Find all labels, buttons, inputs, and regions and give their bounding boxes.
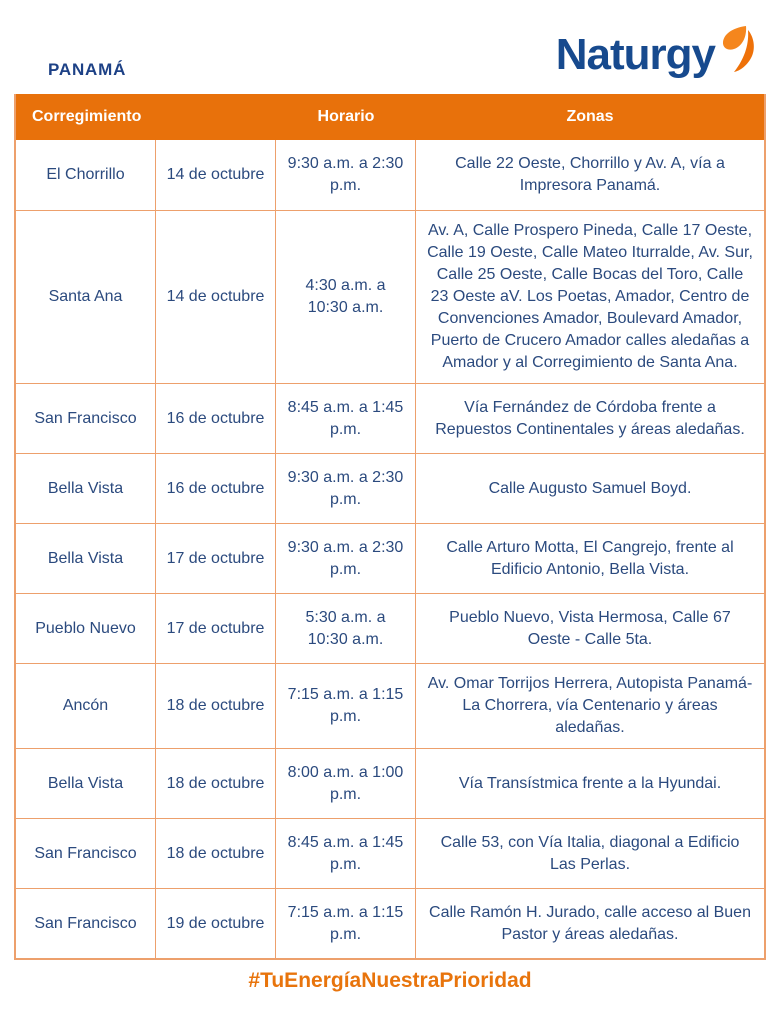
cell-fecha: 16 de octubre (156, 384, 276, 453)
column-header-corregimiento: Corregimiento (32, 108, 142, 125)
cell-fecha: 18 de octubre (156, 749, 276, 818)
cell-zonas: Av. Omar Torrijos Herrera, Autopista Panamá-La Chorrera, vía Centenario y áreas aledañas. (427, 675, 753, 736)
hashtag-slogan: #TuEnergíaNuestraPrioridad (248, 969, 532, 992)
cell-corregimiento: Santa Ana (16, 211, 156, 383)
table-row (16, 748, 764, 818)
cell-horario: 9:30 a.m. a 2:30 p.m. (276, 454, 416, 523)
table-row (16, 523, 764, 593)
cell-zonas: Calle 53, con Vía Italia, diagonal a Edificio Las Perlas. (440, 833, 740, 873)
cell-corregimiento: Bella Vista (16, 749, 156, 818)
column-header-horario: Horario (317, 108, 375, 125)
cell-horario: 5:30 a.m. a 10:30 a.m. (276, 594, 416, 663)
cell-zonas: Calle Arturo Motta, El Cangrejo, frente al Edificio Antonio, Bella Vista. (446, 538, 734, 578)
table-row (16, 663, 764, 748)
cell-corregimiento: Ancón (16, 664, 156, 748)
schedule-table (14, 94, 766, 960)
cell-corregimiento: San Francisco (16, 384, 156, 453)
column-header-zonas: Zonas (566, 108, 614, 125)
naturgy-logo (556, 26, 760, 84)
cell-horario: 9:30 a.m. a 2:30 p.m. (276, 524, 416, 593)
cell-horario: 8:45 a.m. a 1:45 p.m. (276, 384, 416, 453)
cell-zonas: Pueblo Nuevo, Vista Hermosa, Calle 67 Oeste - Calle 5ta. (449, 608, 731, 648)
schedule-table-header (16, 94, 764, 140)
cell-horario: 8:45 a.m. a 1:45 p.m. (276, 819, 416, 888)
brand-header (0, 0, 780, 94)
cell-fecha: 16 de octubre (156, 454, 276, 523)
cell-corregimiento: Bella Vista (16, 454, 156, 523)
cell-corregimiento: Pueblo Nuevo (16, 594, 156, 663)
cell-fecha: 18 de octubre (156, 664, 276, 748)
cell-zonas: Vía Fernández de Córdoba frente a Repuestos Continentales y áreas aledañas. (435, 398, 745, 438)
region-label: PANAMÁ (48, 60, 127, 79)
cell-corregimiento: San Francisco (16, 889, 156, 958)
cell-horario: 7:15 a.m. a 1:15 p.m. (276, 889, 416, 958)
cell-fecha: 17 de octubre (156, 524, 276, 593)
cell-fecha: 17 de octubre (156, 594, 276, 663)
table-row (16, 888, 764, 958)
cell-fecha: 14 de octubre (156, 211, 276, 383)
table-row (16, 818, 764, 888)
cell-corregimiento: El Chorrillo (16, 140, 156, 210)
cell-horario: 9:30 a.m. a 2:30 p.m. (276, 140, 416, 210)
naturgy-logo-text: Naturgy (555, 30, 715, 79)
cell-fecha: 18 de octubre (156, 819, 276, 888)
cell-horario: 8:00 a.m. a 1:00 p.m. (276, 749, 416, 818)
cell-horario: 4:30 a.m. a 10:30 a.m. (276, 211, 416, 383)
table-row (16, 140, 764, 210)
table-row (16, 453, 764, 523)
table-row (16, 210, 764, 383)
table-row (16, 593, 764, 663)
table-row (16, 383, 764, 453)
cell-zonas: Vía Transístmica frente a la Hyundai. (458, 774, 722, 792)
cell-fecha: 19 de octubre (156, 889, 276, 958)
cell-horario: 7:15 a.m. a 1:15 p.m. (276, 664, 416, 748)
cell-corregimiento: San Francisco (16, 819, 156, 888)
cell-corregimiento: Bella Vista (16, 524, 156, 593)
naturgy-butterfly-icon (718, 24, 760, 81)
cell-zonas: Calle Augusto Samuel Boyd. (488, 479, 692, 497)
cell-zonas: Calle 22 Oeste, Chorrillo y Av. A, vía a Impresora Panamá. (455, 155, 725, 194)
schedule-table-body (16, 140, 764, 958)
cell-zonas: Av. A, Calle Prospero Pineda, Calle 17 Oeste, Calle 19 Oeste, Calle Mateo Iturralde, Av. Sur, Calle 25 Oeste, Calle Bocas del Toro, Calle 23 Oeste aV. Los Poetas, Amador, Centro de Convenciones Amador, Boulevard Amador, Puerto de Crucero Amador calles aledañas a Amador y al Corregimiento de Santa Ana. (427, 222, 753, 371)
cell-zonas: Calle Ramón H. Jurado, calle acceso al Buen Pastor y áreas aledañas. (429, 903, 751, 943)
cell-fecha: 14 de octubre (156, 140, 276, 210)
